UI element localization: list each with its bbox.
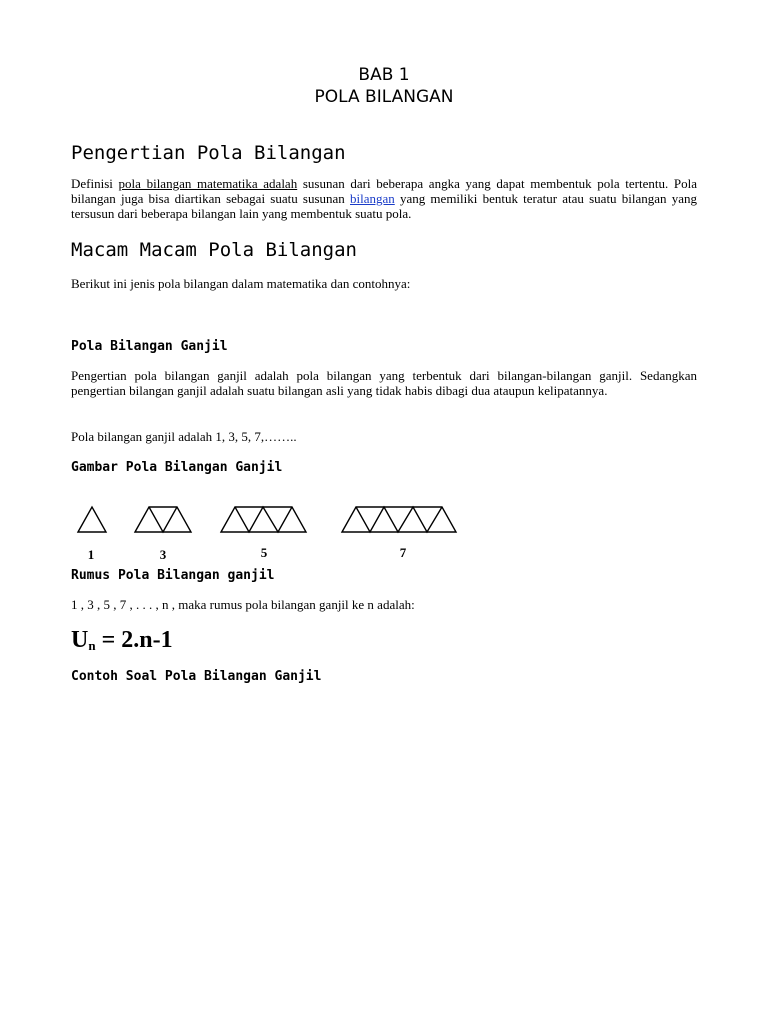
formula-un	[71, 625, 173, 661]
triangle-pattern-figure	[71, 500, 471, 566]
chapter-title: POLA BILANGAN	[314, 87, 454, 107]
definition-underlined-text: pola bilangan matematika adalah	[118, 176, 298, 191]
document-page	[71, 0, 697, 1024]
definition-text-start: Definisi	[71, 176, 119, 191]
subheading-contoh-soal: Contoh Soal Pola Bilangan Ganjil	[71, 669, 322, 684]
section-heading-pengertian: Pengertian Pola Bilangan	[71, 142, 346, 164]
intro-paragraph: Berikut ini jenis pola bilangan dalam matematika dan contohnya:	[71, 276, 411, 291]
triangle-label-5: 5	[260, 545, 268, 560]
ganjil-sequence-text: Pola bilangan ganjil adalah 1, 3, 5, 7,……..	[71, 429, 297, 444]
definition-paragraph	[71, 176, 697, 221]
definition-text-end: yang memiliki bentuk teratur atau suatu bilangan yang tersusun dari beberapa bilangan lain yang membentuk suatu pola.	[71, 191, 697, 221]
subheading-pola-ganjil: Pola Bilangan Ganjil	[71, 339, 228, 354]
formula-rest: = 2.n-1	[95, 627, 173, 653]
chapter-title-block	[71, 64, 697, 108]
formula-base: U	[71, 627, 89, 653]
ganjil-definition-paragraph: Pengertian pola bilangan ganjil adalah pola bilangan yang terbentuk dari bilangan-bilangan ganjil. Sedangkan pengertian bilangan ganjil adalah suatu bilangan asli yang tidak habis dibagi dua ataupun kelipatannya.	[71, 368, 697, 398]
bilangan-link[interactable]: bilangan	[350, 191, 395, 206]
section-heading-macam: Macam Macam Pola Bilangan	[71, 239, 357, 261]
triangle-pattern-5	[221, 507, 306, 532]
triangle-label-3: 3	[159, 547, 167, 562]
subheading-rumus: Rumus Pola Bilangan ganjil	[71, 568, 275, 583]
formula-subscript: n	[88, 638, 96, 653]
triangle-pattern-3	[135, 507, 191, 532]
chapter-number: BAB 1	[358, 65, 410, 85]
formula-intro-text: 1 , 3 , 5 , 7 , . . . , n , maka rumus pola bilangan ganjil ke n adalah:	[71, 597, 415, 612]
definition-text-mid: susunan dari beberapa angka yang dapat membentuk pola tertentu. Pola bilangan juga bisa diartikan sebagai suatu susunan	[71, 176, 697, 206]
subheading-gambar: Gambar Pola Bilangan Ganjil	[71, 460, 283, 475]
triangle-pattern-1	[78, 507, 106, 532]
triangle-pattern-7	[342, 507, 456, 532]
triangle-label-7: 7	[399, 545, 407, 560]
triangle-label-1: 1	[87, 547, 95, 562]
